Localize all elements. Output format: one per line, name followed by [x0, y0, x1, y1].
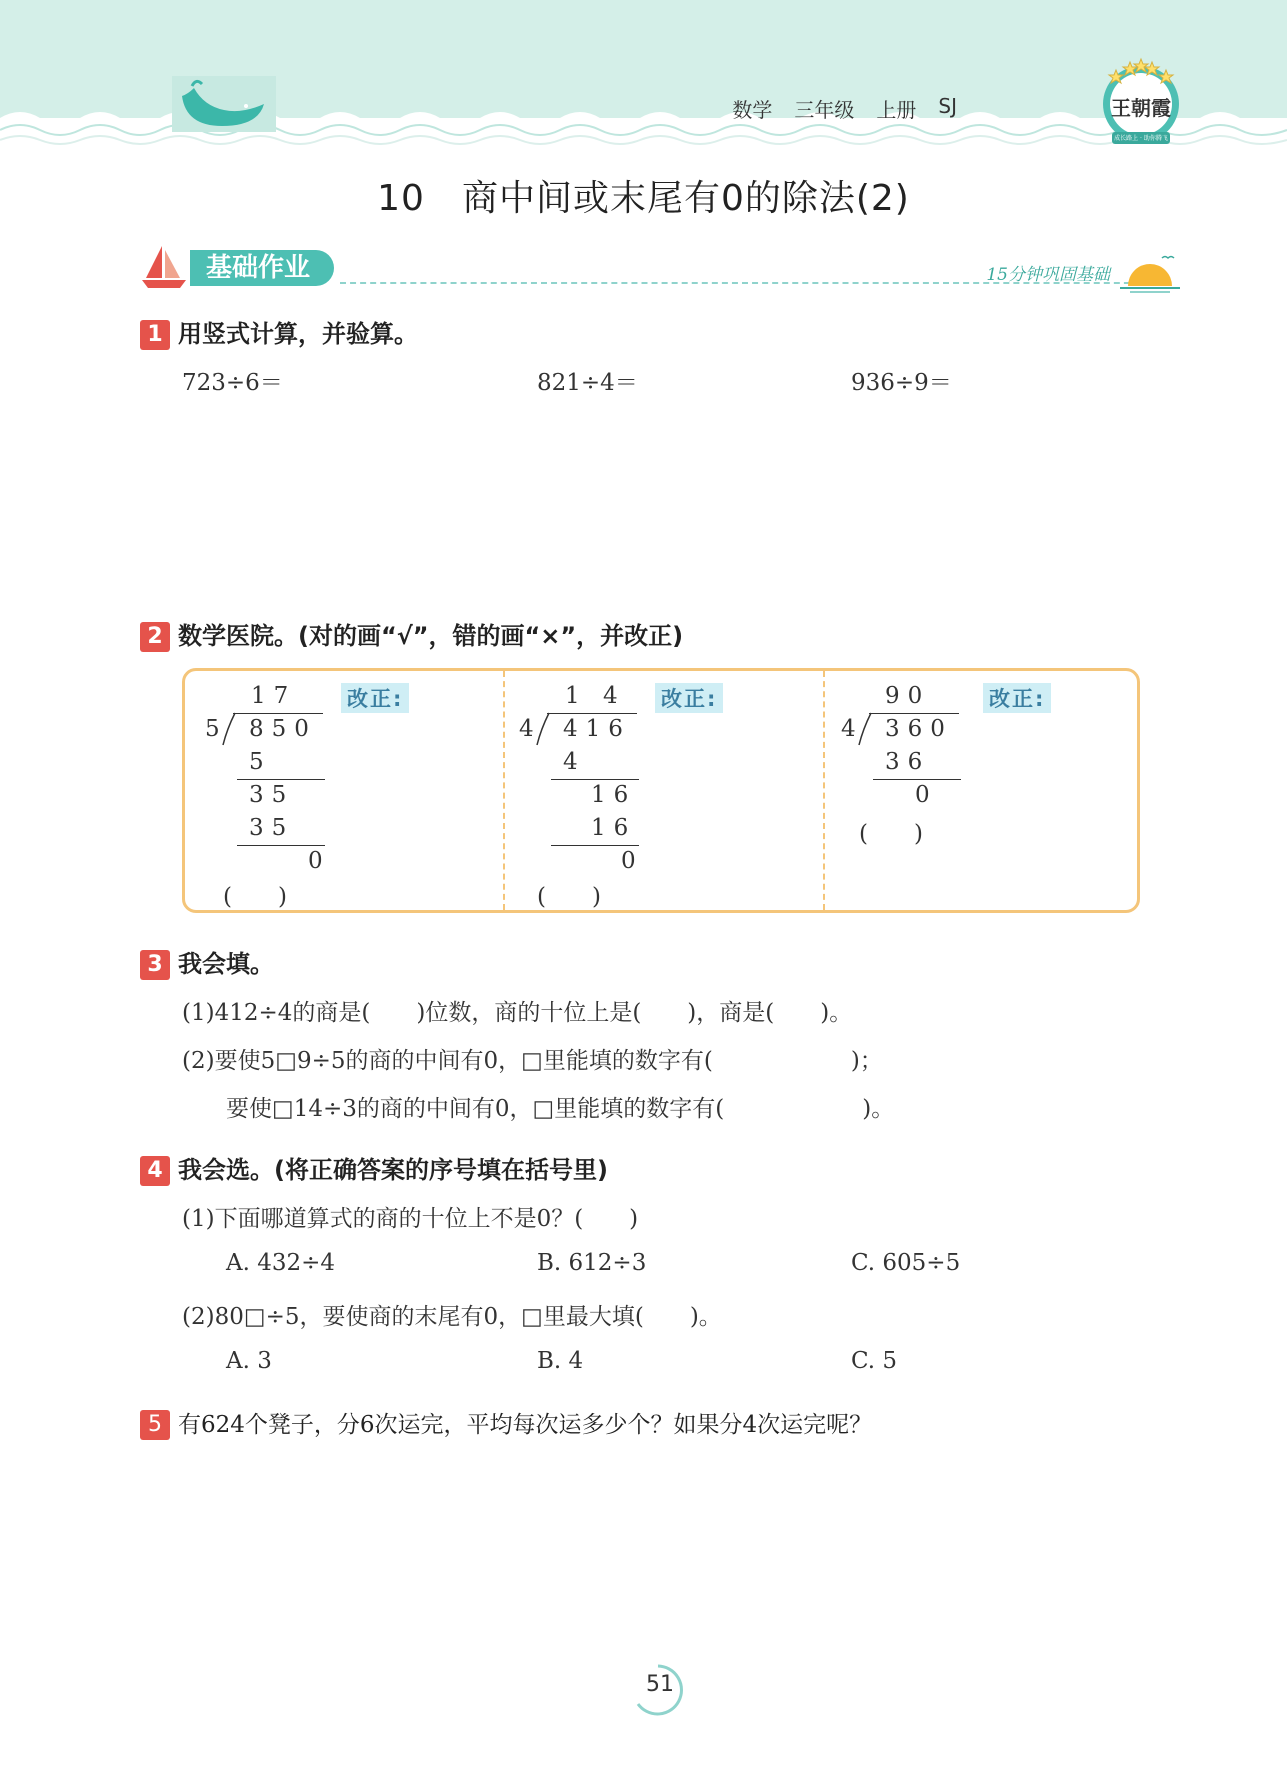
p2-answer-paren[interactable]: ( )	[537, 884, 601, 910]
p3-divisor: 4	[841, 716, 864, 742]
p3-correction-label: 改正:	[983, 683, 1051, 713]
q4-number: 4	[140, 1156, 170, 1186]
p1-dividend: 850	[249, 716, 317, 742]
p2-divisor: 4	[519, 716, 542, 742]
q4-title: 我会选。(将正确答案的序号填在括号里)	[178, 1156, 608, 1184]
step-line	[551, 845, 639, 846]
page-number: 51	[646, 1672, 674, 1697]
q1-item-3: 936÷9＝	[851, 370, 952, 396]
math-hospital-box	[182, 668, 1140, 913]
q3-line-3: 要使□14÷3的商的中间有0，□里能填的数字有( )。	[226, 1096, 895, 1122]
step-line	[873, 779, 961, 780]
q1-title: 用竖式计算，并验算。	[178, 320, 418, 348]
p3-answer-paren[interactable]: ( )	[859, 821, 923, 847]
division-bar	[547, 713, 637, 714]
p1-quotient: 17	[251, 683, 297, 709]
step-line	[551, 779, 639, 780]
subject-label: 数学	[732, 98, 773, 122]
p2-correction-label: 改正:	[655, 683, 723, 713]
sunrise-icon	[1120, 254, 1180, 294]
edition-label: SJ	[938, 94, 957, 118]
p2-dividend: 416	[563, 716, 631, 742]
q1-title-row	[140, 314, 418, 350]
long-division-bracket-icon	[221, 711, 239, 747]
badge-tagline: 成长路上 · 助你腾飞	[1114, 135, 1168, 142]
long-division-bracket-icon	[535, 711, 553, 747]
q1-item-2: 821÷4＝	[537, 370, 638, 396]
q4-sub2-option-a[interactable]: A. 3	[226, 1348, 272, 1374]
q5-number: 5	[140, 1410, 170, 1440]
badge-text: 王朝霞	[1111, 96, 1171, 120]
q4-sub1-question: (1)下面哪道算式的商的十位上不是0？( )	[182, 1206, 639, 1232]
division-bar	[869, 713, 959, 714]
q1-item-1: 723÷6＝	[182, 370, 283, 396]
q5-row	[140, 1406, 872, 1440]
section-subtitle: 15分钟巩固基础	[986, 265, 1110, 285]
column-separator	[823, 671, 825, 910]
sailboat-icon	[140, 242, 188, 290]
p1-step-4: 0	[308, 848, 331, 874]
p1-answer-paren[interactable]: ( )	[223, 884, 287, 910]
meta-bar	[732, 94, 957, 123]
step-line	[237, 845, 325, 846]
q3-title: 我会填。	[178, 950, 274, 978]
brand-badge	[1098, 56, 1184, 152]
q4-title-row	[140, 1150, 608, 1186]
whale-icon	[172, 76, 276, 132]
section-banner	[140, 242, 1180, 302]
division-bar	[233, 713, 323, 714]
q4-sub2-question: (2)80□÷5，要使商的末尾有0，□里最大填( )。	[182, 1304, 722, 1330]
column-separator	[503, 671, 505, 910]
q2-number: 2	[140, 622, 170, 652]
p2-quotient: 1 4	[565, 683, 626, 709]
p2-step-1: 4	[563, 749, 586, 775]
q4-sub2-option-b[interactable]: B. 4	[537, 1348, 584, 1374]
section-label: 基础作业	[190, 250, 334, 286]
p2-step-3: 16	[591, 815, 637, 841]
q3-line-1: (1)412÷4的商是( )位数，商的十位上是( )，商是( )。	[182, 1000, 853, 1026]
q1-number: 1	[140, 320, 170, 350]
p1-divisor: 5	[205, 716, 228, 742]
p2-step-4: 0	[621, 848, 644, 874]
q4-sub1-option-b[interactable]: B. 612÷3	[537, 1250, 647, 1276]
p3-step-2: 0	[915, 782, 938, 808]
long-division-bracket-icon	[857, 711, 875, 747]
volume-label: 上册	[876, 98, 917, 122]
p1-step-2: 35	[249, 782, 295, 808]
q3-title-row	[140, 944, 274, 980]
q2-title: 数学医院。(对的画“√”，错的画“×”，并改正)	[178, 622, 684, 650]
q4-sub1-option-c[interactable]: C. 605÷5	[851, 1250, 961, 1276]
p2-step-2: 16	[591, 782, 637, 808]
q3-number: 3	[140, 950, 170, 980]
q4-sub1-option-a[interactable]: A. 432÷4	[226, 1250, 336, 1276]
p1-step-3: 35	[249, 815, 295, 841]
step-line	[237, 779, 325, 780]
q5-text: 有624个凳子，分6次运完，平均每次运多少个？如果分4次运完呢？	[178, 1412, 873, 1438]
p3-quotient: 90	[885, 683, 931, 709]
q2-title-row	[140, 616, 683, 652]
p1-correction-label: 改正:	[341, 683, 409, 713]
q3-line-2: (2)要使5□9÷5的商的中间有0，□里能填的数字有( )；	[182, 1048, 883, 1074]
p3-step-1: 36	[885, 749, 931, 775]
page-title: 10 商中间或末尾有0的除法(2)	[377, 178, 910, 219]
p1-step-1: 5	[249, 749, 272, 775]
p3-dividend: 360	[885, 716, 953, 742]
q4-sub2-option-c[interactable]: C. 5	[851, 1348, 898, 1374]
grade-label: 三年级	[794, 98, 855, 122]
